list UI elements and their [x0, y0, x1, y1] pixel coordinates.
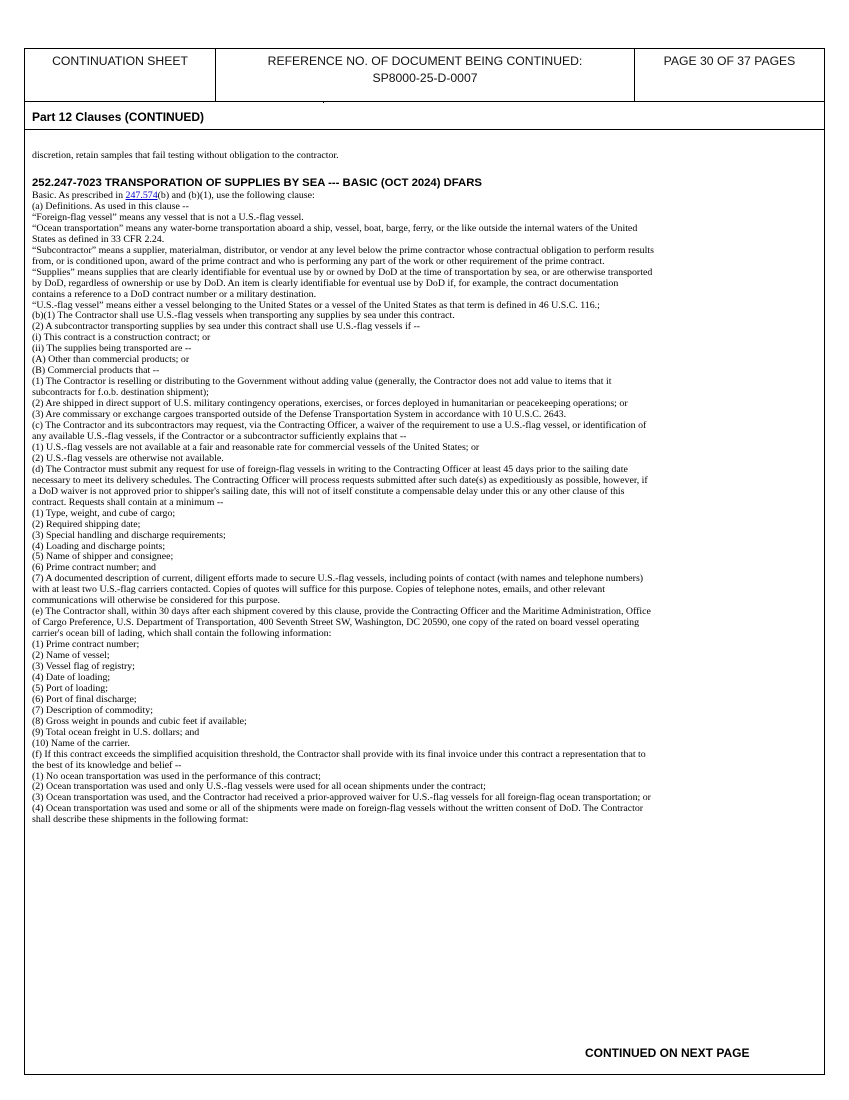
clause-line: contains a reference to a DoD contract number or a military destination. — [32, 288, 317, 300]
clause-line: (i) This contract is a construction contract; or — [32, 332, 211, 344]
header-reference-number: SP8000-25-D-0007 — [372, 71, 478, 85]
clause-line: (2) Required shipping date; — [32, 518, 141, 530]
header-table — [25, 49, 824, 102]
clause-line: of Cargo Preference, U.S. Department of Transportation, 400 Seventh Street SW, Washington, DC 20590, one copy of the rated on board vessel operating — [32, 617, 640, 629]
clause-line: (2) A subcontractor transporting supplies by sea under this contract shall use U.S.-flag vessels if -- — [32, 321, 421, 333]
clause-line: (5) Name of shipper and consignee; — [32, 551, 174, 563]
clause-line: (c) The Contractor and its subcontractors may request, via the Contracting Officer, a waiver of the requirement to use a U.S.-flag vessel, or identification of — [32, 420, 647, 432]
clause-line: a DoD waiver is not approved prior to shipper's sailing date, this will not of itself constitute a compensable delay under this or any other clause of this — [32, 485, 625, 497]
clause-line: (4) Ocean transportation was used and some or all of the shipments were made on foreign-flag vessels without the written consent of DoD. The Contractor — [32, 803, 644, 815]
clause-line: (6) Port of final discharge; — [32, 693, 137, 705]
clause-line: (1) Type, weight, and cube of cargo; — [32, 507, 176, 519]
clause-line: (1) No ocean transportation was used in the performance of this contract; — [32, 770, 321, 782]
clause-line: (1) U.S.-flag vessels are not available at a fair and reasonable rate for commercial vessels of the United States; or — [32, 441, 480, 453]
clause-line: (e) The Contractor shall, within 30 days after each shipment covered by this clause, provide the Contracting Officer and the Maritime Administration, Office — [32, 606, 651, 618]
clause-line: (B) Commercial products that -- — [32, 365, 160, 377]
clause-line: shall describe these shipments in the following format: — [32, 814, 249, 826]
clause-line: (1) Prime contract number; — [32, 639, 140, 651]
clause-line: States as defined in 33 CFR 2.24. — [32, 233, 165, 245]
clause-line: (5) Port of loading; — [32, 682, 108, 694]
clause-line: (10) Name of the carrier. — [32, 737, 130, 749]
clause-line: (a) Definitions. As used in this clause -- — [32, 200, 189, 212]
regulation-link[interactable]: 247.574 — [125, 190, 158, 201]
clause-line: (2) U.S.-flag vessels are otherwise not available. — [32, 452, 224, 464]
clause-line: (4) Date of loading; — [32, 671, 111, 683]
clause-line: “Subcontractor” means a supplier, materialman, distributor, or vendor at any level below the prime contractor whose contractual obligation to perform results — [32, 244, 654, 256]
clause-line: (3) Vessel flag of registry; — [32, 660, 135, 672]
continued-footer: CONTINUED ON NEXT PAGE — [585, 1046, 750, 1060]
clause-line: from, or is conditioned upon, award of the prime contract and who is performing any part of the work or other requirement of the prime contract. — [32, 255, 605, 267]
clause-line: “U.S.-flag vessel” means either a vessel belonging to the United States or a vessel of the United States as that term is defined in 46 U.S.C. 116.; — [32, 299, 600, 311]
clause-line: (b)(1) The Contractor shall use U.S.-flag vessels when transporting any supplies by sea under this contract. — [32, 310, 455, 322]
intro-text-after: (b) and (b)(1), use the following clause: — [157, 190, 315, 201]
clause-line: (3) Special handling and discharge requirements; — [32, 529, 226, 541]
intro-text-before: Basic. As prescribed in — [32, 190, 126, 201]
clause-line: “Foreign-flag vessel” means any vessel that is not a U.S.-flag vessel. — [32, 211, 304, 223]
clause-line: “Supplies” means supplies that are clearly identifiable for eventual use by or owned by DoD at the time of transportation by sea, or are otherwise transported — [32, 266, 653, 278]
header-reference — [216, 49, 635, 101]
clause-line: subcontracts for f.o.b. destination shipment); — [32, 387, 209, 399]
clause-line: “Ocean transportation” means any water-borne transportation aboard a ship, vessel, boat, barge, ferry, or the like outside the internal waters of the United — [32, 222, 638, 234]
clause-line: (2) Are shipped in direct support of U.S. military contingency operations, exercises, or forces deployed in humanitarian or peacekeeping operations; or — [32, 398, 628, 410]
clause-line: any available U.S.-flag vessels, if the Contractor or a subcontractor sufficiently explains that -- — [32, 430, 407, 442]
clause-body — [32, 191, 822, 826]
continuation-sheet — [24, 48, 825, 1075]
clause-line: by DoD, regardless of ownership or use by DoD. An item is clearly identifiable for eventual use by DoD if, for example, the contract documentation — [32, 277, 619, 289]
clause-line: carrier's ocean bill of lading, which shall contain the following information: — [32, 628, 332, 640]
carry-over-text: discretion, retain samples that fail testing without obligation to the contractor. — [32, 150, 339, 161]
clause-line: the best of its knowledge and belief -- — [32, 759, 182, 771]
clause-line: (ii) The supplies being transported are -- — [32, 343, 192, 355]
part-title: Part 12 Clauses (CONTINUED) — [32, 110, 205, 124]
clause-line: (A) Other than commercial products; or — [32, 354, 190, 366]
clause-title: 252.247-7023 TRANSPORATION OF SUPPLIES BY SEA --- BASIC (OCT 2024) DFARS — [32, 177, 482, 189]
clause-line: (2) Ocean transportation was used and only U.S.-flag vessels were used for all ocean shipments under the contract; — [32, 781, 486, 793]
clause-line: (7) Description of commodity; — [32, 704, 153, 716]
clause-line: communications will otherwise be considered for this purpose. — [32, 595, 280, 607]
part-title-rule — [25, 129, 824, 130]
clause-line: (4) Loading and discharge points; — [32, 540, 166, 552]
clause-line: contract. Requests shall contain at a minimum -- — [32, 496, 224, 508]
clause-line: (2) Name of vessel; — [32, 650, 110, 662]
clause-line: (6) Prime contract number; and — [32, 562, 156, 574]
clause-line: necessary to meet its delivery schedules. The Contracting Officer will process requests submitted after such date(s) as expeditiously as possible, however, if — [32, 474, 648, 486]
header-sheet-type: CONTINUATION SHEET — [25, 49, 216, 101]
header-page-count: PAGE 30 OF 37 PAGES — [663, 54, 796, 68]
clause-line: with at least two U.S.-flag carriers contacted. Copies of quotes will suffice for this purpose. Copies of telephone notes, emails, and other relevant — [32, 584, 605, 596]
header-reference-label: REFERENCE NO. OF DOCUMENT BEING CONTINUED: — [267, 54, 583, 68]
clause-line: (d) The Contractor must submit any request for use of foreign-flag vessels in writing to the Contracting Officer at least 45 days prior to the sailing date — [32, 463, 628, 475]
clause-line: (1) The Contractor is reselling or distributing to the Government without adding value (generally, the Contractor does not add value to items that it — [32, 376, 612, 388]
header-divider-tick — [323, 101, 324, 103]
clause-line: (3) Ocean transportation was used, and the Contractor had received a prior-approved waiver for U.S.-flag vessels for all foreign-flag ocean transportation; or — [32, 792, 651, 804]
clause-line: (f) If this contract exceeds the simplified acquisition threshold, the Contractor shall provide with its final invoice under this contract a representation that to — [32, 748, 646, 760]
clause-line: (9) Total ocean freight in U.S. dollars; and — [32, 726, 200, 738]
clause-line: (3) Are commissary or exchange cargoes transported outside of the Defense Transportation System in accordance with 10 U.S.C. 2643. — [32, 409, 567, 421]
clause-line: (7) A documented description of current, diligent efforts made to secure U.S.-flag vessels, including points of contact (with names and telephone numbers) — [32, 573, 644, 585]
clause-line: (8) Gross weight in pounds and cubic feet if available; — [32, 715, 247, 727]
